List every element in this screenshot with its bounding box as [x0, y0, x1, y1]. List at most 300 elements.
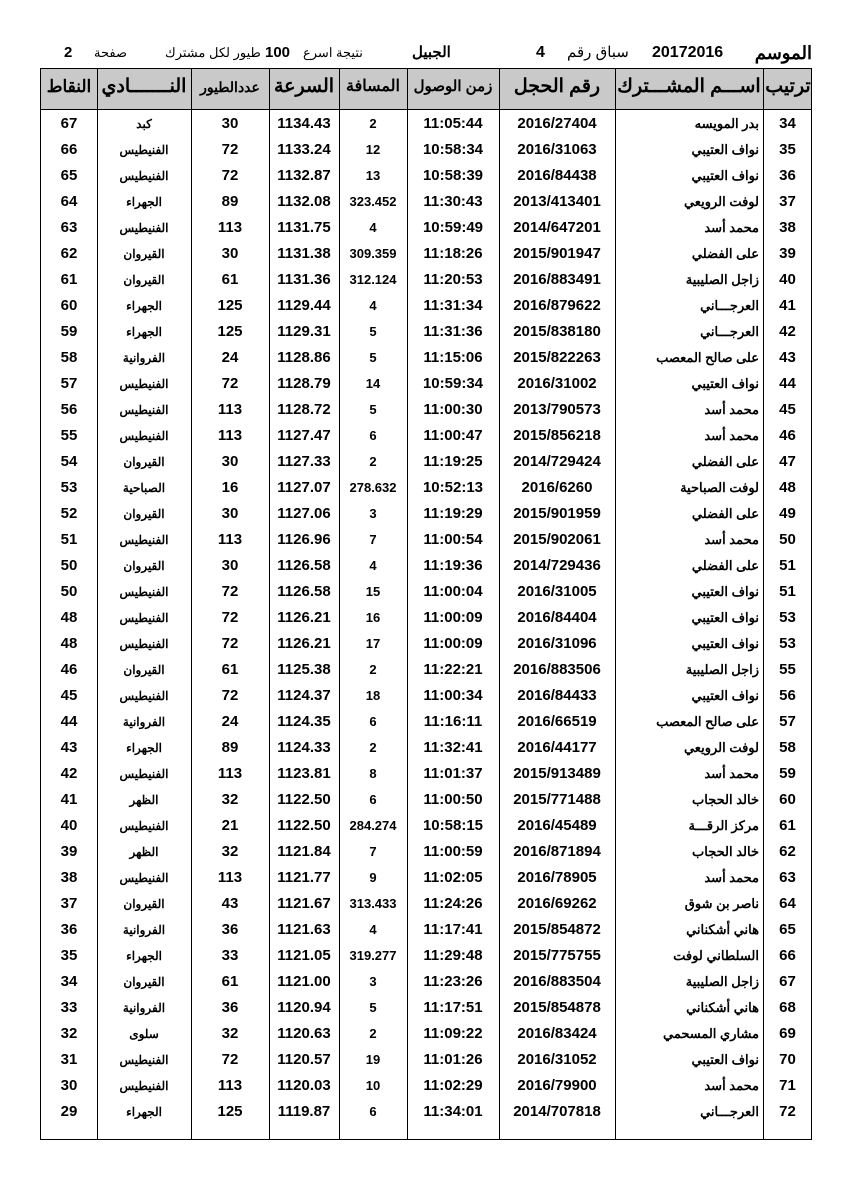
distance-cell: 2 [369, 740, 377, 755]
speed-cell: 1124.33 [277, 739, 331, 756]
speed-cell: 1126.96 [277, 531, 331, 548]
rank-cell: 71 [779, 1077, 796, 1094]
points-cell: 37 [60, 895, 78, 912]
distance-cell: 18 [365, 688, 381, 703]
points-cell: 50 [60, 583, 78, 600]
rank-cell: 53 [779, 609, 796, 626]
bird-count: 30 [221, 115, 239, 132]
club-name: الجهراء [126, 195, 162, 209]
arrival-time: 11:23:26 [423, 973, 483, 990]
rank-cell: 53 [779, 635, 796, 652]
distance-cell: 4 [369, 298, 377, 313]
bird-count: 113 [217, 869, 243, 886]
speed-cell: 1121.63 [277, 921, 331, 938]
club-name: الفنيطيس [119, 403, 169, 417]
club-name: الفنيطيس [119, 767, 169, 781]
per-member-label: طيور لكل مشترك [165, 45, 261, 60]
distance-cell: 2 [369, 662, 377, 677]
bird-count: 32 [221, 843, 239, 860]
ring-number: 2016/883506 [513, 661, 601, 678]
arrival-time: 11:00:04 [423, 583, 483, 600]
arrival-time: 11:00:34 [423, 687, 483, 704]
table-row [41, 813, 811, 839]
club-name: القيروان [123, 897, 165, 911]
club-name: الجهراء [126, 1105, 162, 1119]
speed-cell: 1127.07 [277, 479, 331, 496]
bird-count: 24 [221, 713, 239, 730]
speed-cell: 1133.24 [277, 141, 331, 158]
arrival-time: 11:02:29 [423, 1077, 483, 1094]
ring-number: 2016/27404 [517, 115, 597, 132]
rank-cell: 57 [779, 713, 796, 730]
participant-name: نواف العتيبي [691, 1052, 759, 1067]
distance-cell: 7 [369, 532, 377, 547]
ring-number: 2016/84404 [517, 609, 597, 626]
table-row [41, 839, 811, 865]
rank-cell: 34 [779, 115, 796, 132]
participant-name: ناصر بن شوق [684, 896, 759, 911]
ring-number: 2016/84438 [517, 167, 597, 184]
points-cell: 38 [60, 869, 78, 886]
rank-cell: 41 [779, 297, 796, 314]
speed-cell: 1127.06 [277, 505, 331, 522]
club-name: الفنيطيس [119, 585, 169, 599]
distance-cell: 5 [369, 402, 377, 417]
ring-number: 2015/856218 [513, 427, 601, 444]
arrival-time: 11:32:41 [423, 739, 483, 756]
speed-cell: 1125.38 [277, 661, 331, 678]
club-name: الفنيطيس [119, 819, 169, 833]
club-name: القيروان [123, 663, 165, 677]
speed-cell: 1121.00 [277, 973, 331, 990]
ring-number: 2014/647201 [513, 219, 601, 236]
points-cell: 46 [60, 661, 78, 678]
participant-name: على الفضلي [691, 454, 759, 469]
ring-number: 2016/6260 [521, 479, 593, 496]
participant-name: العرجـــاني [700, 1104, 759, 1119]
arrival-time: 10:59:34 [422, 375, 484, 392]
points-cell: 29 [60, 1103, 78, 1120]
arrival-time: 11:00:59 [423, 843, 483, 860]
participant-name: على صالح المعصب [656, 350, 759, 365]
club-name: القيروان [123, 273, 165, 287]
club-name: القيروان [123, 455, 165, 469]
arrival-time: 11:19:29 [423, 505, 483, 522]
bird-count: 72 [221, 635, 239, 652]
ring-number: 2016/44177 [517, 739, 597, 756]
rank-cell: 66 [779, 947, 796, 964]
club-name: القيروان [123, 507, 165, 521]
distance-cell: 5 [369, 350, 377, 365]
points-cell: 67 [60, 115, 78, 132]
points-cell: 45 [60, 687, 78, 704]
table-row [41, 371, 811, 397]
ring-number: 2015/854872 [513, 921, 601, 938]
participant-name: لوفت الصباحية [680, 480, 759, 495]
club-name: الفنيطيس [119, 1079, 169, 1093]
speed-cell: 1131.36 [277, 271, 331, 288]
participant-name: محمد أسد [704, 766, 759, 781]
ring-number: 2015/913489 [513, 765, 601, 782]
table-row [41, 1047, 811, 1073]
arrival-time: 11:22:21 [423, 661, 483, 678]
club-name: الفنيطيس [119, 611, 169, 625]
points-cell: 30 [60, 1077, 78, 1094]
col-ring-header: رقم الحجل [513, 76, 601, 97]
ring-number: 2016/66519 [517, 713, 597, 730]
rank-cell: 60 [779, 791, 796, 808]
bird-count: 113 [217, 427, 243, 444]
points-cell: 42 [60, 765, 78, 782]
distance-cell: 5 [369, 1000, 377, 1015]
bird-count: 72 [221, 583, 239, 600]
table-row [41, 1099, 811, 1125]
ring-number: 2013/413401 [513, 193, 601, 210]
rank-cell: 47 [779, 453, 796, 470]
table-row [41, 891, 811, 917]
fastest-count: 100 [265, 44, 291, 61]
bird-count: 72 [221, 609, 239, 626]
distance-cell: 2 [369, 1026, 377, 1041]
location: الجبيل [412, 44, 451, 61]
arrival-time: 10:52:13 [422, 479, 484, 496]
distance-cell: 8 [369, 766, 377, 781]
col-distance-header: المسافة [346, 78, 400, 95]
rank-cell: 62 [779, 843, 796, 860]
ring-number: 2016/871894 [513, 843, 601, 860]
table-row [41, 215, 811, 241]
ring-number: 2016/31052 [517, 1051, 597, 1068]
distance-cell: 9 [369, 870, 377, 885]
arrival-time: 11:20:53 [423, 271, 483, 288]
arrival-time: 11:31:36 [423, 323, 483, 340]
arrival-time: 11:01:26 [423, 1051, 483, 1068]
club-name: الفنيطيس [119, 689, 169, 703]
rank-cell: 63 [779, 869, 796, 886]
participant-name: السلطاني لوفت [673, 948, 759, 963]
result-label: نتيجة اسرع [303, 45, 363, 60]
club-name: الفنيطيس [119, 221, 169, 235]
club-name: الفنيطيس [119, 871, 169, 885]
distance-cell: 4 [369, 922, 377, 937]
club-name: الصباحية [122, 481, 166, 495]
club-name: الفنيطيس [119, 429, 169, 443]
arrival-time: 11:24:26 [423, 895, 483, 912]
club-name: الفنيطيس [119, 377, 169, 391]
rank-cell: 50 [779, 531, 796, 548]
speed-cell: 1122.50 [277, 791, 331, 808]
distance-cell: 13 [365, 168, 381, 183]
participant-name: محمد أسد [704, 428, 759, 443]
speed-cell: 1120.57 [277, 1051, 331, 1068]
distance-cell: 6 [369, 792, 377, 807]
bird-count: 89 [221, 193, 239, 210]
club-name: الفنيطيس [119, 143, 169, 157]
arrival-time: 10:58:39 [422, 167, 484, 184]
distance-cell: 3 [369, 974, 377, 989]
speed-cell: 1127.33 [277, 453, 331, 470]
ring-number: 2015/902061 [513, 531, 601, 548]
col-club-header: النـــــــادي [101, 76, 187, 97]
club-name: القيروان [123, 559, 165, 573]
table-row [41, 1021, 811, 1047]
bird-count: 113 [217, 401, 243, 418]
distance-cell: 6 [369, 1104, 377, 1119]
distance-cell: 5 [369, 324, 377, 339]
speed-cell: 1122.50 [277, 817, 331, 834]
distance-cell: 284.274 [349, 818, 397, 833]
speed-cell: 1126.21 [277, 635, 331, 652]
participant-name: زاجل الصليبية [685, 974, 759, 989]
participant-name: العرجـــاني [700, 298, 759, 313]
participant-name: نواف العتيبي [691, 168, 759, 183]
table-row [41, 241, 811, 267]
table-row [41, 1073, 811, 1099]
table-row [41, 657, 811, 683]
participant-name: خالد الحجاب [692, 792, 759, 807]
club-name: الفنيطيس [119, 533, 169, 547]
results-table [40, 68, 812, 1140]
ring-number: 2016/31096 [517, 635, 597, 652]
participant-name: نواف العتيبي [691, 376, 759, 391]
bird-count: 30 [221, 505, 239, 522]
ring-number: 2015/854878 [513, 999, 601, 1016]
speed-cell: 1127.47 [277, 427, 331, 444]
bird-count: 21 [221, 817, 239, 834]
season-value: 20172016 [652, 44, 724, 61]
ring-number: 2016/883491 [513, 271, 601, 288]
rank-cell: 36 [779, 167, 796, 184]
bird-count: 32 [221, 791, 239, 808]
arrival-time: 11:00:30 [423, 401, 483, 418]
points-cell: 61 [60, 271, 78, 288]
table-row [41, 189, 811, 215]
ring-number: 2013/790573 [513, 401, 601, 418]
arrival-time: 11:17:41 [423, 921, 483, 938]
bird-count: 72 [221, 375, 239, 392]
speed-cell: 1121.77 [277, 869, 331, 886]
speed-cell: 1132.08 [277, 193, 331, 210]
bird-count: 113 [217, 219, 243, 236]
distance-cell: 312.124 [349, 272, 397, 287]
rank-cell: 39 [779, 245, 796, 262]
participant-name: خالد الحجاب [692, 844, 759, 859]
distance-cell: 7 [369, 844, 377, 859]
arrival-time: 11:00:09 [423, 635, 483, 652]
speed-cell: 1119.87 [277, 1103, 331, 1120]
table-row [41, 787, 811, 813]
points-cell: 62 [60, 245, 78, 262]
col-speed-header: السرعة [273, 76, 335, 97]
distance-cell: 6 [369, 714, 377, 729]
club-name: الفنيطيس [119, 637, 169, 651]
arrival-time: 11:09:22 [423, 1025, 483, 1042]
speed-cell: 1121.84 [277, 843, 331, 860]
points-cell: 64 [60, 193, 78, 210]
bird-count: 61 [221, 271, 239, 288]
arrival-time: 11:31:34 [423, 297, 483, 314]
rank-cell: 58 [779, 739, 796, 756]
participant-name: نواف العتيبي [691, 688, 759, 703]
participant-name: نواف العتيبي [691, 610, 759, 625]
participant-name: محمد أسد [704, 1078, 759, 1093]
speed-cell: 1124.35 [277, 713, 331, 730]
participant-name: محمد أسد [704, 402, 759, 417]
race-label: سباق رقم [567, 44, 629, 61]
participant-name: نواف العتيبي [691, 142, 759, 157]
participant-name: محمد أسد [704, 870, 759, 885]
points-cell: 53 [60, 479, 78, 496]
club-name: القيروان [123, 975, 165, 989]
bird-count: 72 [221, 1051, 239, 1068]
arrival-time: 11:18:26 [423, 245, 483, 262]
table-row [41, 995, 811, 1021]
rank-cell: 65 [779, 921, 796, 938]
points-cell: 63 [60, 219, 78, 236]
participant-name: هاني أشكناني [686, 1000, 759, 1015]
rank-cell: 44 [779, 375, 796, 392]
club-name: الجهراء [126, 949, 162, 963]
ring-number: 2016/83424 [517, 1025, 597, 1042]
arrival-time: 10:59:49 [422, 219, 484, 236]
points-cell: 60 [60, 297, 78, 314]
participant-name: زاجل الصليبية [685, 662, 759, 677]
table-row [41, 423, 811, 449]
points-cell: 58 [60, 349, 78, 366]
rank-cell: 70 [779, 1051, 796, 1068]
arrival-time: 11:30:43 [423, 193, 483, 210]
page-label: صفحة [94, 45, 127, 60]
distance-cell: 14 [365, 376, 381, 391]
ring-number: 2016/31005 [517, 583, 597, 600]
speed-cell: 1121.05 [277, 947, 331, 964]
speed-cell: 1120.63 [277, 1025, 331, 1042]
distance-cell: 309.359 [349, 246, 397, 261]
table-row [41, 761, 811, 787]
speed-cell: 1134.43 [277, 115, 331, 132]
table-row [41, 345, 811, 371]
participant-name: على الفضلي [691, 558, 759, 573]
rank-cell: 67 [779, 973, 796, 990]
arrival-time: 11:00:54 [423, 531, 483, 548]
participant-name: مركز الرقـــة [688, 818, 759, 833]
speed-cell: 1124.37 [277, 687, 331, 704]
table-row [41, 111, 811, 137]
report-header [40, 38, 812, 68]
bird-count: 33 [221, 947, 239, 964]
speed-cell: 1120.03 [277, 1077, 331, 1094]
col-name-header: اســـم المشـــترك [617, 76, 761, 97]
table-row [41, 631, 811, 657]
season-label: الموسم [754, 43, 812, 63]
points-cell: 48 [60, 609, 78, 626]
rank-cell: 37 [779, 193, 796, 210]
points-cell: 44 [60, 713, 78, 730]
points-cell: 33 [60, 999, 78, 1016]
rank-cell: 51 [779, 583, 796, 600]
distance-cell: 15 [365, 584, 381, 599]
points-cell: 50 [60, 557, 78, 574]
points-cell: 40 [60, 817, 78, 834]
bird-count: 61 [221, 661, 239, 678]
speed-cell: 1129.44 [277, 297, 331, 314]
participant-name: على صالح المعصب [656, 714, 759, 729]
ring-number: 2016/84433 [517, 687, 597, 704]
bird-count: 72 [221, 141, 239, 158]
arrival-time: 11:05:44 [423, 115, 483, 132]
speed-cell: 1121.67 [277, 895, 331, 912]
rank-cell: 69 [779, 1025, 796, 1042]
participant-name: على الفضلي [691, 506, 759, 521]
points-cell: 48 [60, 635, 78, 652]
distance-cell: 313.433 [349, 896, 397, 911]
speed-cell: 1129.31 [277, 323, 331, 340]
speed-cell: 1131.38 [277, 245, 331, 262]
distance-cell: 17 [365, 636, 381, 651]
ring-number: 2015/838180 [513, 323, 601, 340]
bird-count: 30 [221, 245, 239, 262]
club-name: الجهراء [126, 299, 162, 313]
arrival-time: 11:01:37 [423, 765, 483, 782]
points-cell: 36 [60, 921, 78, 938]
arrival-time: 11:00:09 [423, 609, 483, 626]
participant-name: بدر المويسه [694, 116, 759, 131]
race-number: 4 [536, 44, 545, 61]
points-cell: 31 [60, 1051, 78, 1068]
table-row [41, 501, 811, 527]
speed-cell: 1126.58 [277, 583, 331, 600]
distance-cell: 2 [369, 454, 377, 469]
speed-cell: 1128.86 [277, 349, 331, 366]
ring-number: 2015/901959 [513, 505, 601, 522]
table-row [41, 553, 811, 579]
arrival-time: 11:29:48 [423, 947, 483, 964]
ring-number: 2016/31063 [517, 141, 597, 158]
arrival-time: 11:15:06 [423, 349, 483, 366]
table-row [41, 527, 811, 553]
points-cell: 39 [60, 843, 78, 860]
speed-cell: 1128.79 [277, 375, 331, 392]
bird-count: 30 [221, 453, 239, 470]
club-name: الظهر [129, 845, 159, 859]
arrival-time: 11:00:47 [423, 427, 483, 444]
participant-name: مشاري المسحمي [662, 1026, 759, 1041]
points-cell: 52 [60, 505, 78, 522]
participant-name: على الفضلي [691, 246, 759, 261]
arrival-time: 11:02:05 [423, 869, 483, 886]
arrival-time: 11:19:36 [423, 557, 483, 574]
rank-cell: 61 [779, 817, 796, 834]
col-rank-header: ترتيب [765, 76, 811, 97]
rank-cell: 40 [779, 271, 796, 288]
speed-cell: 1126.58 [277, 557, 331, 574]
club-name: الجهراء [126, 741, 162, 755]
rank-cell: 45 [779, 401, 796, 418]
distance-cell: 4 [369, 220, 377, 235]
ring-number: 2014/729424 [513, 453, 601, 470]
page-number: 2 [64, 44, 73, 61]
bird-count: 72 [221, 167, 239, 184]
table-row [41, 709, 811, 735]
table-row [41, 319, 811, 345]
arrival-time: 11:16:11 [423, 713, 483, 730]
rank-cell: 59 [779, 765, 796, 782]
ring-number: 2015/775755 [513, 947, 601, 964]
rank-cell: 42 [779, 323, 796, 340]
ring-number: 2016/69262 [517, 895, 597, 912]
points-cell: 51 [60, 531, 78, 548]
rank-cell: 49 [779, 505, 796, 522]
